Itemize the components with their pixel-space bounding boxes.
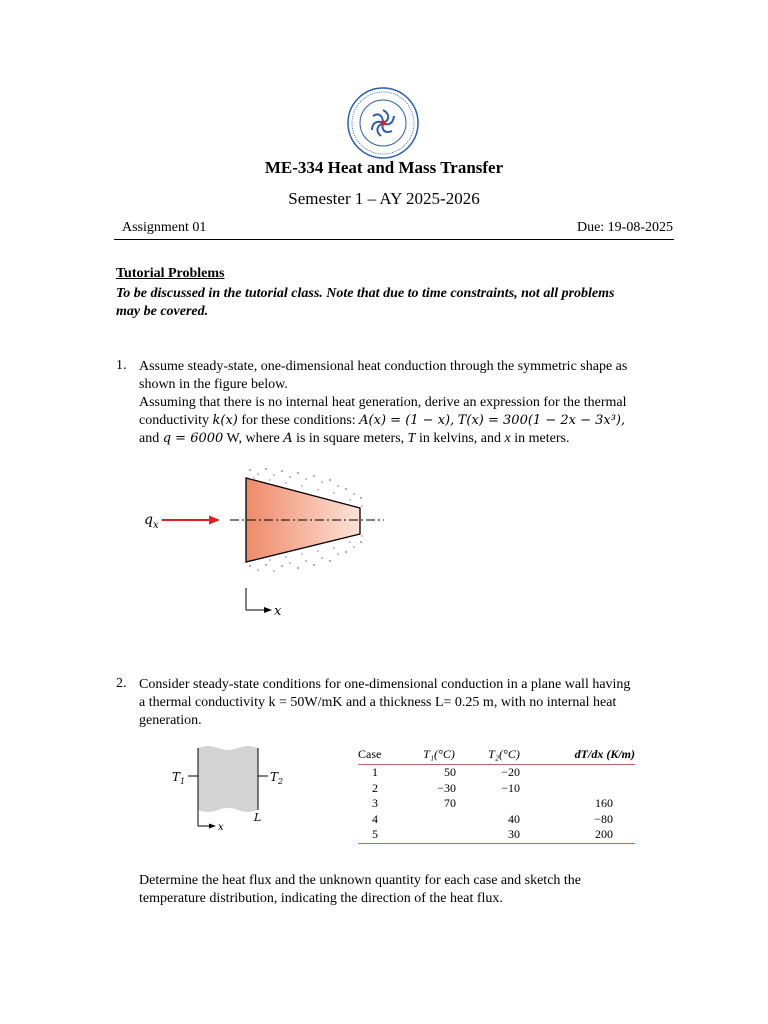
institute-logo [346,86,420,160]
table-cell: 3 [372,796,378,811]
course-title: ME-334 Heat and Mass Transfer [264,158,504,177]
table-cell [540,765,635,781]
wall-x-arrowhead [209,824,216,829]
wall-x-label: x [218,822,224,833]
problem-2-closing: Determine the heat flux and the unknown quantity for each case and sketch the temperature distribution, indicating the direction of the heat flux. [139,873,582,906]
heat-flux-arrowhead [209,516,220,525]
problem-2-text: Consider steady-state conditions for one-dimensional conduction in a plane wall having a thermal conductivity k = 50W/mK and a thickness L= 0.25 m, with no internal heat generation. [139,677,631,728]
tutorial-note: To be discussed in the tutorial class. Note that due to time constraints, not all problems may be covered. [116,286,615,319]
table-cell: 40 [508,811,520,826]
heat-flux-label: $q_x$ [144,512,159,531]
table-cell: 5 [358,827,410,843]
plane-wall-figure [160,742,310,837]
table-cell: 160 [595,796,613,811]
table-cell: 50 [444,765,456,780]
problem-2-number: 2. [116,676,127,691]
table-cell [468,796,540,812]
semester-label: Semester 1 – AY 2025-2026 [288,189,480,208]
t2-label: $T_2$ [270,770,284,786]
table-cell: 2 [372,780,378,795]
tapered-shape-figure [140,462,400,622]
table-cell: −80 [594,811,613,826]
table-cell [410,827,468,843]
due-date: Due: 19-08-2025 [576,220,673,235]
table-row [358,765,635,781]
thickness-label: L [254,811,262,824]
x-axis-arrowhead [264,607,272,613]
table-row [358,812,635,828]
cases-table-wrapper [358,745,635,844]
table-header-3: dT/dx (K/m) [540,745,635,765]
table-header-1: T₁(°C) [410,745,468,765]
table-cell: 1 [372,765,378,780]
t1-label: $T_1$ [172,770,186,786]
table-cell: −30 [437,780,456,795]
wall-body [198,746,258,812]
table-cell: 70 [444,796,456,811]
x-axis-label: x [274,604,282,619]
table-cell: −10 [501,780,520,795]
problem-1-text: Assume steady-state, one-dimensional heat conduction through the symmetric shape as shown in the figure below. Assuming that there is no internal heat generation, derive an expression for the thermal conductivity k(x) for these conditions: A(x) = (1 − x), T(x) = 300(1 − 2x − 3x³), and q = 6000 W, where A is in square meters, T in kelvins, and x in meters. [139,359,628,446]
cases-table [358,745,635,844]
header-rule [114,239,674,240]
table-row [358,827,635,843]
table-cell [540,781,635,797]
table-cell: 200 [540,827,635,843]
tutorial-heading: Tutorial Problems [116,266,225,281]
table-row [358,796,635,812]
table-row [358,781,635,797]
problem-1-number: 1. [116,358,127,373]
table-cell: 30 [468,827,540,843]
assignment-label: Assignment 01 [122,220,207,235]
table-cell: 4 [372,811,378,826]
table-header-0: Case [358,745,410,765]
table-cell [410,812,468,828]
table-header-2: T₂(°C) [468,745,540,765]
table-cell: −20 [501,765,520,780]
